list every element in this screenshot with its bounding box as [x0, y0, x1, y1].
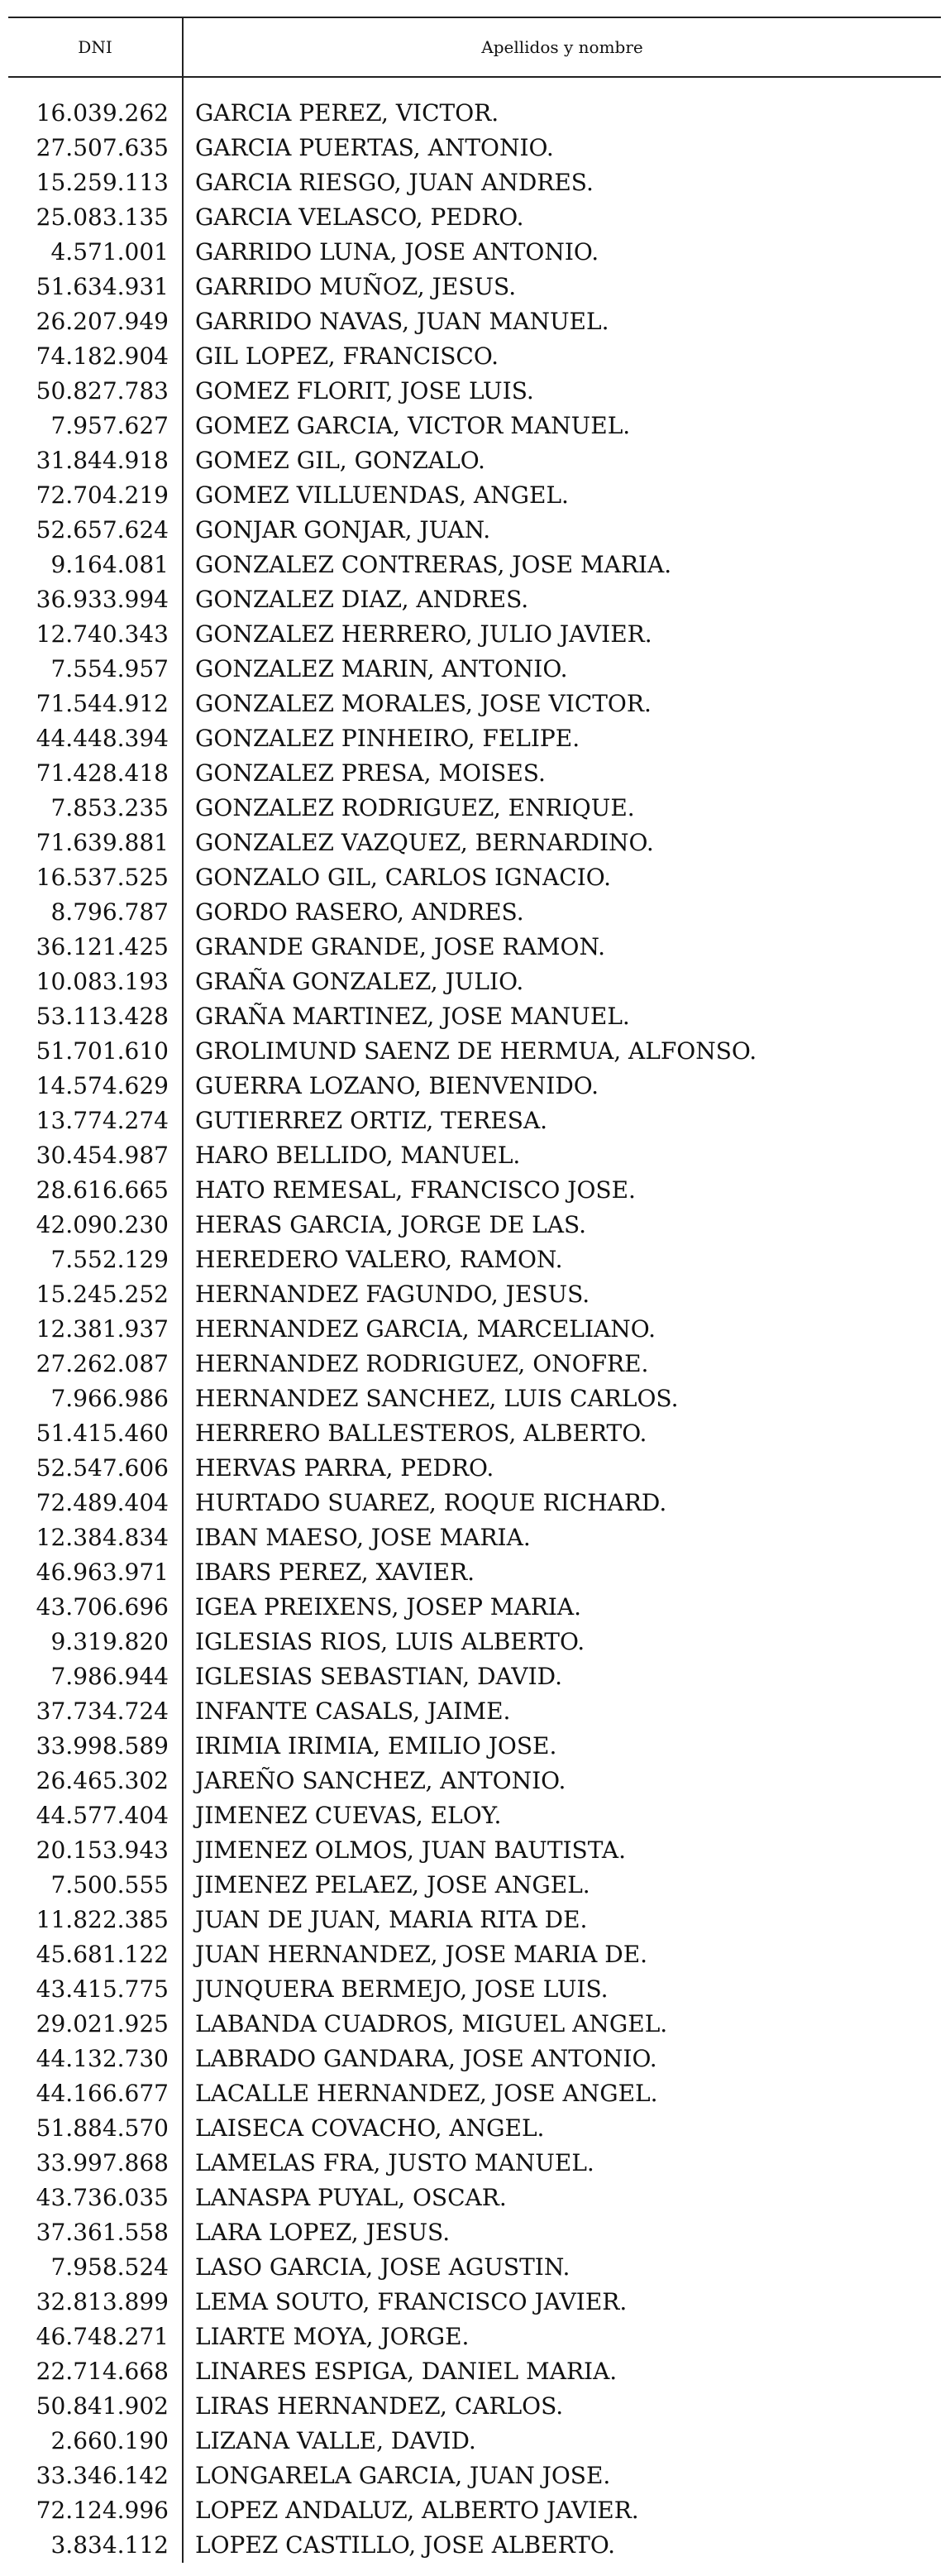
name-cell: GONZALEZ HERRERO, JULIO JAVIER. — [195, 620, 652, 648]
dni-cell: 71.544.912 — [8, 687, 183, 721]
table-row — [8, 409, 941, 443]
name-cell: LOPEZ CASTILLO, JOSE ALBERTO. — [195, 2531, 616, 2559]
name-cell: HERVAS PARRA, PEDRO. — [195, 1454, 494, 1482]
dni-cell: 44.577.404 — [8, 1798, 183, 1833]
name-cell: GONZALEZ DIAZ, ANDRES. — [195, 586, 529, 613]
dni-cell: 50.827.783 — [8, 374, 183, 409]
table-row — [8, 721, 941, 756]
dni-cell: 51.701.610 — [8, 1034, 183, 1069]
table-row — [8, 235, 941, 270]
dni-cell: 7.966.986 — [8, 1381, 183, 1416]
table-row — [8, 791, 941, 826]
name-cell: GUERRA LOZANO, BIENVENIDO. — [195, 1072, 599, 1099]
table-row — [8, 2285, 941, 2320]
table-row — [8, 1069, 941, 1104]
table-row — [8, 1208, 941, 1243]
name-cell: IBARS PEREZ, XAVIER. — [195, 1559, 475, 1586]
name-cell: GARRIDO NAVAS, JUAN MANUEL. — [195, 308, 609, 335]
dni-cell: 72.704.219 — [8, 478, 183, 513]
table-row — [8, 1312, 941, 1347]
table-row — [8, 1590, 941, 1625]
name-cell: INFANTE CASALS, JAIME. — [195, 1697, 511, 1725]
dni-cell: 26.207.949 — [8, 304, 183, 339]
table-row — [8, 1173, 941, 1208]
table-row — [8, 1451, 941, 1486]
dni-cell: 29.021.925 — [8, 2007, 183, 2042]
name-cell: GARRIDO MUÑOZ, JESUS. — [195, 273, 517, 300]
dni-cell: 45.681.122 — [8, 1937, 183, 1972]
table-row — [8, 1903, 941, 1937]
name-cell: LINARES ESPIGA, DANIEL MARIA. — [195, 2358, 618, 2385]
table-row — [8, 1729, 941, 1764]
name-cell: GONJAR GONJAR, JUAN. — [195, 516, 491, 543]
name-cell: LIRAS HERNANDEZ, CARLOS. — [195, 2392, 564, 2420]
dni-cell: 7.554.957 — [8, 652, 183, 687]
table-row — [8, 826, 941, 860]
column-header-name: Apellidos y nombre — [183, 17, 941, 77]
table-row — [8, 2076, 941, 2111]
table-row — [8, 1555, 941, 1590]
name-cell: GONZALO GIL, CARLOS IGNACIO. — [195, 864, 611, 891]
dni-cell: 42.090.230 — [8, 1208, 183, 1243]
name-cell: JUAN HERNANDEZ, JOSE MARIA DE. — [195, 1941, 648, 1968]
name-cell: GROLIMUND SAENZ DE HERMUA, ALFONSO. — [195, 1037, 757, 1065]
table-row — [8, 2424, 941, 2459]
name-cell: JUNQUERA BERMEJO, JOSE LUIS. — [195, 1975, 609, 2003]
dni-cell: 12.740.343 — [8, 617, 183, 652]
dni-cell: 31.844.918 — [8, 443, 183, 478]
dni-cell: 43.736.035 — [8, 2181, 183, 2215]
table-row — [8, 443, 941, 478]
dni-cell: 15.245.252 — [8, 1277, 183, 1312]
table-row — [8, 374, 941, 409]
name-cell: LACALLE HERNANDEZ, JOSE ANGEL. — [195, 2080, 658, 2107]
name-cell: LIZANA VALLE, DAVID. — [195, 2427, 476, 2454]
dni-cell: 51.634.931 — [8, 270, 183, 304]
name-cell: HERAS GARCIA, JORGE DE LAS. — [195, 1211, 587, 1238]
name-cell: GOMEZ VILLUENDAS, ANGEL. — [195, 481, 569, 509]
table-row — [8, 2042, 941, 2076]
name-cell: GOMEZ GARCIA, VICTOR MANUEL. — [195, 412, 631, 439]
name-cell: GORDO RASERO, ANDRES. — [195, 898, 524, 926]
dni-cell: 44.166.677 — [8, 2076, 183, 2111]
dni-cell: 33.997.868 — [8, 2146, 183, 2181]
dni-cell: 46.748.271 — [8, 2320, 183, 2354]
dni-cell: 36.933.994 — [8, 582, 183, 617]
dni-cell: 72.124.996 — [8, 2493, 183, 2528]
name-cell: JIMENEZ PELAEZ, JOSE ANGEL. — [195, 1871, 590, 1898]
header-row — [8, 17, 941, 77]
dni-cell: 11.822.385 — [8, 1903, 183, 1937]
name-cell: GOMEZ GIL, GONZALO. — [195, 447, 485, 474]
name-cell: GRAÑA MARTINEZ, JOSE MANUEL. — [195, 1003, 630, 1030]
name-cell: GONZALEZ PRESA, MOISES. — [195, 759, 546, 787]
dni-cell: 74.182.904 — [8, 339, 183, 374]
table-row — [8, 1972, 941, 2007]
dni-cell: 71.428.418 — [8, 756, 183, 791]
table-row — [8, 1416, 941, 1451]
dni-cell: 12.384.834 — [8, 1520, 183, 1555]
table-row — [8, 617, 941, 652]
table-row — [8, 2181, 941, 2215]
dni-names-table — [8, 17, 941, 2563]
dni-cell: 4.571.001 — [8, 235, 183, 270]
name-cell: LARA LOPEZ, JESUS. — [195, 2219, 451, 2246]
dni-cell: 53.113.428 — [8, 999, 183, 1034]
name-cell: GONZALEZ MARIN, ANTONIO. — [195, 655, 568, 682]
name-cell: GONZALEZ MORALES, JOSE VICTOR. — [195, 690, 652, 717]
name-cell: GUTIERREZ ORTIZ, TERESA. — [195, 1107, 548, 1134]
dni-cell: 7.957.627 — [8, 409, 183, 443]
dni-cell: 44.132.730 — [8, 2042, 183, 2076]
table-row — [8, 1520, 941, 1555]
table-row — [8, 1694, 941, 1729]
table-row — [8, 1625, 941, 1659]
table-row — [8, 548, 941, 582]
dni-cell: 12.381.937 — [8, 1312, 183, 1347]
name-cell: GRAÑA GONZALEZ, JULIO. — [195, 968, 524, 995]
table-row — [8, 2528, 941, 2563]
name-cell: HERNANDEZ GARCIA, MARCELIANO. — [195, 1315, 656, 1343]
table-row — [8, 339, 941, 374]
dni-cell: 46.963.971 — [8, 1555, 183, 1590]
table-row — [8, 1347, 941, 1381]
table-row — [8, 304, 941, 339]
name-cell: HATO REMESAL, FRANCISCO JOSE. — [195, 1176, 636, 1204]
dni-cell: 9.164.081 — [8, 548, 183, 582]
dni-cell: 37.734.724 — [8, 1694, 183, 1729]
name-cell: LONGARELA GARCIA, JUAN JOSE. — [195, 2462, 611, 2489]
dni-cell: 43.706.696 — [8, 1590, 183, 1625]
dni-cell: 20.153.943 — [8, 1833, 183, 1868]
name-cell: JAREÑO SANCHEZ, ANTONIO. — [195, 1767, 566, 1794]
table-row — [8, 2250, 941, 2285]
name-cell: GRANDE GRANDE, JOSE RAMON. — [195, 933, 606, 960]
spacer-cell — [183, 77, 941, 96]
dni-cell: 28.616.665 — [8, 1173, 183, 1208]
name-cell: LAISECA COVACHO, ANGEL. — [195, 2114, 545, 2142]
dni-cell: 43.415.775 — [8, 1972, 183, 2007]
table-row — [8, 1104, 941, 1138]
dni-cell: 25.083.135 — [8, 200, 183, 235]
table-row — [8, 478, 941, 513]
dni-cell: 71.639.881 — [8, 826, 183, 860]
dni-cell: 13.774.274 — [8, 1104, 183, 1138]
name-cell: GONZALEZ PINHEIRO, FELIPE. — [195, 725, 580, 752]
name-cell: GONZALEZ CONTRERAS, JOSE MARIA. — [195, 551, 672, 578]
name-cell: HURTADO SUAREZ, ROQUE RICHARD. — [195, 1489, 667, 1516]
table-row — [8, 1034, 941, 1069]
name-cell: GONZALEZ RODRIGUEZ, ENRIQUE. — [195, 794, 635, 821]
dni-cell: 7.552.129 — [8, 1243, 183, 1277]
table-row — [8, 131, 941, 165]
dni-cell: 33.346.142 — [8, 2459, 183, 2493]
dni-cell: 36.121.425 — [8, 930, 183, 965]
dni-cell: 9.319.820 — [8, 1625, 183, 1659]
name-cell: IGLESIAS SEBASTIAN, DAVID. — [195, 1663, 562, 1690]
dni-cell: 52.657.624 — [8, 513, 183, 548]
table-row — [8, 582, 941, 617]
table-row — [8, 1659, 941, 1694]
name-cell: GONZALEZ VAZQUEZ, BERNARDINO. — [195, 829, 654, 856]
table-row — [8, 96, 941, 131]
table-row — [8, 860, 941, 895]
spacer-cell — [8, 77, 183, 96]
name-cell: GIL LOPEZ, FRANCISCO. — [195, 342, 499, 370]
table-row — [8, 2493, 941, 2528]
name-cell: JIMENEZ OLMOS, JUAN BAUTISTA. — [195, 1836, 627, 1864]
dni-cell: 16.537.525 — [8, 860, 183, 895]
table-row — [8, 687, 941, 721]
dni-cell: 7.500.555 — [8, 1868, 183, 1903]
dni-cell: 15.259.113 — [8, 165, 183, 200]
dni-cell: 26.465.302 — [8, 1764, 183, 1798]
table-row — [8, 2146, 941, 2181]
dni-cell: 50.841.902 — [8, 2389, 183, 2424]
name-cell: LABRADO GANDARA, JOSE ANTONIO. — [195, 2045, 657, 2072]
table-row — [8, 1798, 941, 1833]
table-body — [8, 77, 941, 2563]
name-cell: HEREDERO VALERO, RAMON. — [195, 1246, 563, 1273]
name-cell: JIMENEZ CUEVAS, ELOY. — [195, 1802, 502, 1829]
dni-cell: 10.083.193 — [8, 965, 183, 999]
dni-cell: 33.998.589 — [8, 1729, 183, 1764]
name-cell: GARCIA RIESGO, JUAN ANDRES. — [195, 169, 594, 196]
name-cell: LAMELAS FRA, JUSTO MANUEL. — [195, 2149, 594, 2176]
dni-cell: 14.574.629 — [8, 1069, 183, 1104]
table-row — [8, 2389, 941, 2424]
dni-cell: 27.262.087 — [8, 1347, 183, 1381]
table-row — [8, 2215, 941, 2250]
name-cell: LOPEZ ANDALUZ, ALBERTO JAVIER. — [195, 2497, 639, 2524]
name-cell: GARCIA PUERTAS, ANTONIO. — [195, 134, 554, 161]
dni-cell: 32.813.899 — [8, 2285, 183, 2320]
name-cell: LABANDA CUADROS, MIGUEL ANGEL. — [195, 2010, 668, 2037]
name-cell: IBAN MAESO, JOSE MARIA. — [195, 1524, 531, 1551]
name-cell: GARCIA VELASCO, PEDRO. — [195, 203, 524, 231]
name-cell: IGLESIAS RIOS, LUIS ALBERTO. — [195, 1628, 585, 1655]
table-row — [8, 2111, 941, 2146]
table-row — [8, 756, 941, 791]
dni-cell: 37.361.558 — [8, 2215, 183, 2250]
dni-cell: 7.986.944 — [8, 1659, 183, 1694]
table-row — [8, 1937, 941, 1972]
table-row — [8, 1764, 941, 1798]
table-row — [8, 895, 941, 930]
name-cell: GOMEZ FLORIT, JOSE LUIS. — [195, 377, 534, 405]
table-header — [8, 17, 941, 77]
name-cell: IRIMIA IRIMIA, EMILIO JOSE. — [195, 1732, 557, 1760]
table-row — [8, 200, 941, 235]
name-cell: HERRERO BALLESTEROS, ALBERTO. — [195, 1420, 647, 1447]
dni-cell: 44.448.394 — [8, 721, 183, 756]
table-row — [8, 2459, 941, 2493]
dni-cell: 51.884.570 — [8, 2111, 183, 2146]
name-cell: GARCIA PEREZ, VICTOR. — [195, 99, 499, 127]
table-row — [8, 270, 941, 304]
dni-cell: 7.958.524 — [8, 2250, 183, 2285]
name-cell: HERNANDEZ FAGUNDO, JESUS. — [195, 1281, 590, 1308]
dni-cell: 22.714.668 — [8, 2354, 183, 2389]
dni-cell: 30.454.987 — [8, 1138, 183, 1173]
dni-cell: 2.660.190 — [8, 2424, 183, 2459]
name-cell: JUAN DE JUAN, MARIA RITA DE. — [195, 1906, 588, 1933]
table-row — [8, 513, 941, 548]
table-row — [8, 1486, 941, 1520]
table-row — [8, 930, 941, 965]
table-row — [8, 652, 941, 687]
table-row — [8, 1833, 941, 1868]
dni-cell: 52.547.606 — [8, 1451, 183, 1486]
name-cell: IGEA PREIXENS, JOSEP MARIA. — [195, 1593, 581, 1621]
table-row — [8, 2007, 941, 2042]
dni-cell: 51.415.460 — [8, 1416, 183, 1451]
name-cell: HARO BELLIDO, MANUEL. — [195, 1142, 521, 1169]
table-row — [8, 1138, 941, 1173]
table-row — [8, 2320, 941, 2354]
name-cell: GARRIDO LUNA, JOSE ANTONIO. — [195, 238, 599, 266]
dni-cell: 3.834.112 — [8, 2528, 183, 2563]
dni-cell: 8.796.787 — [8, 895, 183, 930]
table-spacer-row — [8, 77, 941, 96]
table-row — [8, 2354, 941, 2389]
name-cell: LANASPA PUYAL, OSCAR. — [195, 2184, 507, 2211]
dni-cell: 7.853.235 — [8, 791, 183, 826]
dni-cell: 16.039.262 — [8, 96, 183, 131]
table-row — [8, 1868, 941, 1903]
name-cell: LASO GARCIA, JOSE AGUSTIN. — [195, 2253, 570, 2281]
table-row — [8, 165, 941, 200]
column-header-dni: DNI — [8, 17, 183, 77]
table-row — [8, 1277, 941, 1312]
table-row — [8, 1381, 941, 1416]
name-cell: LEMA SOUTO, FRANCISCO JAVIER. — [195, 2288, 628, 2315]
name-cell: LIARTE MOYA, JORGE. — [195, 2323, 470, 2350]
dni-cell: 72.489.404 — [8, 1486, 183, 1520]
name-cell: HERNANDEZ SANCHEZ, LUIS CARLOS. — [195, 1385, 679, 1412]
table-row — [8, 965, 941, 999]
table-row — [8, 999, 941, 1034]
name-cell: HERNANDEZ RODRIGUEZ, ONOFRE. — [195, 1350, 649, 1377]
table-row — [8, 1243, 941, 1277]
dni-cell: 27.507.635 — [8, 131, 183, 165]
